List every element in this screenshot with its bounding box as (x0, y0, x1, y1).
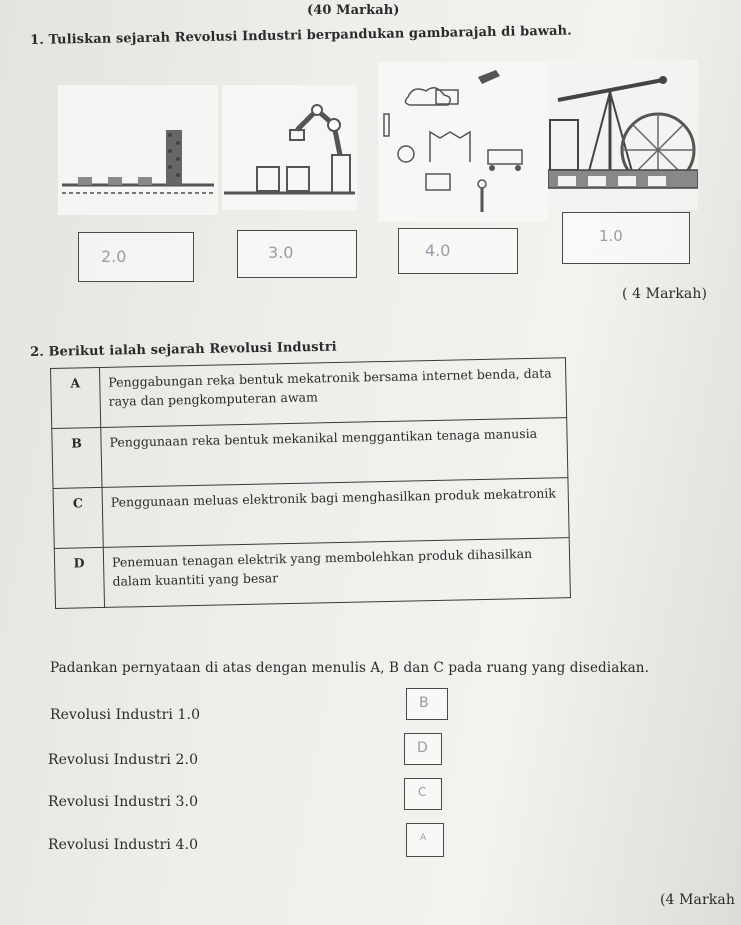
match-answer-box-4[interactable] (406, 823, 444, 857)
match-answer-2: D (417, 740, 428, 756)
q1-answer-1: 2.0 (101, 247, 127, 266)
table-row (53, 478, 569, 549)
assembly-line-image (58, 85, 218, 215)
robot-arm-image (222, 85, 357, 210)
match-answer-box-2[interactable] (404, 733, 442, 765)
row-description: Penggunaan reka bentuk mekanikal menggantikan tenaga manusia (101, 418, 568, 488)
match-answer-3: C (418, 785, 427, 799)
smart-factory-image (378, 62, 548, 222)
steam-engine-image (548, 60, 698, 210)
q1-answer-4: 1.0 (599, 227, 623, 245)
match-answer-box-1[interactable] (406, 688, 448, 720)
match-answer-4: A (420, 833, 427, 843)
q1-answer-3: 4.0 (425, 241, 451, 260)
total-marks: (40 Markah) (307, 3, 400, 18)
match-answer-box-3[interactable] (404, 778, 442, 810)
q2-instruction: Padankan pernyataan di atas dengan menulis A, B dan C pada ruang yang disediakan. (50, 660, 649, 676)
q1-answer-box-1[interactable] (78, 232, 194, 282)
row-key: B (52, 427, 102, 488)
q1-answer-box-3[interactable] (398, 228, 518, 274)
match-answer-1: B (419, 695, 429, 711)
q1-text: 1. Tuliskan sejarah Revolusi Industri berpandukan gambarajah di bawah. (30, 23, 572, 48)
match-label-2: Revolusi Industri 2.0 (48, 752, 199, 768)
table-row (54, 538, 570, 609)
row-key: C (53, 487, 103, 548)
row-key: A (51, 367, 101, 428)
row-key: D (54, 547, 104, 608)
row-description: Penggunaan meluas elektronik bagi menghasilkan produk mekatronik (102, 478, 569, 548)
q1-marks: ( 4 Markah) (622, 286, 708, 302)
table-row (52, 418, 568, 489)
q1-answer-2: 3.0 (268, 243, 294, 262)
q2-text: 2. Berikut ialah sejarah Revolusi Industri (30, 339, 337, 360)
table-row (51, 358, 567, 429)
q1-answer-box-2[interactable] (237, 230, 357, 278)
q2-marks: (4 Markah (660, 892, 735, 908)
q1-answer-box-4[interactable] (562, 212, 690, 264)
row-description: Penggabungan reka bentuk mekatronik bersama internet benda, data raya dan pengkomputeran awam (99, 358, 566, 428)
match-label-4: Revolusi Industri 4.0 (48, 837, 199, 853)
match-label-3: Revolusi Industri 3.0 (48, 794, 199, 810)
revolution-table (50, 357, 571, 609)
row-description: Penemuan tenagan elektrik yang membolehkan produk dihasilkan dalam kuantiti yang besar (103, 538, 570, 608)
match-label-1: Revolusi Industri 1.0 (50, 707, 201, 723)
